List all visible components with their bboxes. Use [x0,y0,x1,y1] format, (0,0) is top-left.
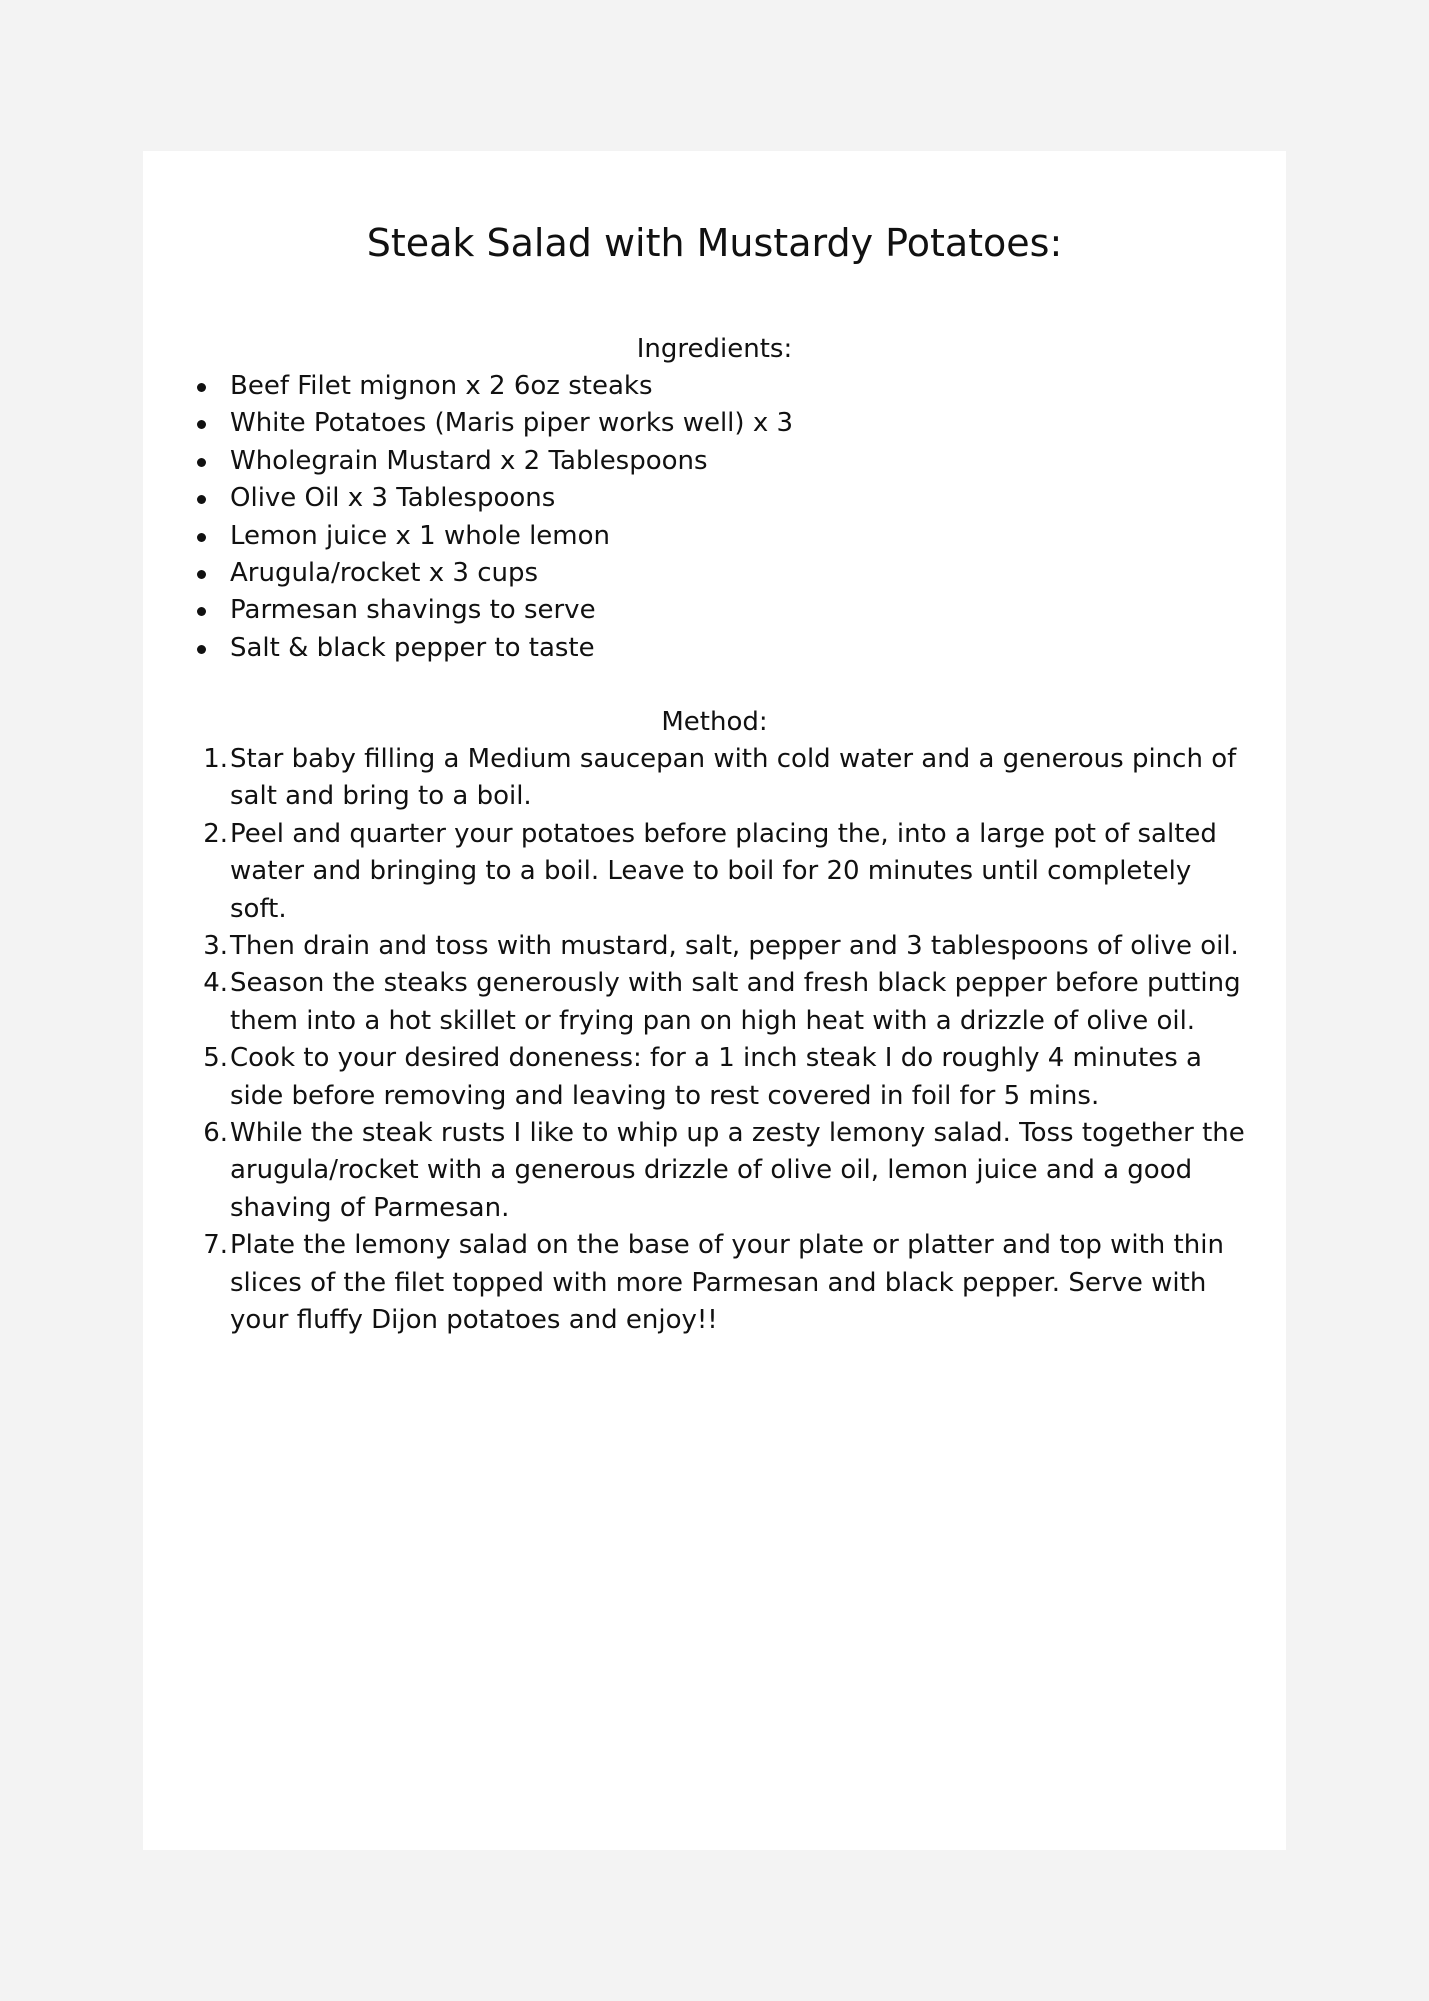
ingredient-text: Lemon juice x 1 whole lemon [230,520,611,551]
step-text: Star baby filling a Medium saucepan with cold water and a generous pinch of salt and bring to a boil. [230,744,1237,812]
ingredients-heading: Ingredients: [636,334,793,364]
method-heading: Method: [661,707,768,737]
ingredient-item [230,443,1230,480]
step-text: Plate the lemony salad on the base of your plate or platter and top with thin slices of the filet topped with more Parmesan and black pepper. Serve with your fluffy Dijon potatoes and enjoy!! [230,1230,1224,1336]
step-number: 3. [203,931,228,962]
method-step [203,1227,1250,1339]
ingredient-text: Arugula/rocket x 3 cups [230,558,539,589]
ingredient-item [230,592,1230,629]
step-text: Peel and quarter your potatoes before placing the, into a large pot of salted water and bringing to a boil. Leave to boil for 20 minutes until completely soft. [230,818,1217,924]
bullet-icon [197,495,206,504]
step-text: Then drain and toss with mustard, salt, pepper and 3 tablespoons of olive oil. [230,931,1239,962]
bullet-icon [197,570,206,579]
ingredient-text: White Potatoes (Maris piper works well) x 3 [230,408,794,439]
bullet-icon [197,383,206,392]
step-number: 1. [203,744,228,774]
recipe-title: Steak Salad with Mustardy Potatoes: [366,221,1063,265]
step-number: 4. [203,968,228,999]
method-step [203,965,1250,1040]
step-number: 2. [203,818,228,849]
ingredient-item [230,368,1230,405]
step-text: Cook to your desired doneness: for a 1 inch steak I do roughly 4 minutes a side before removing and leaving to rest covered in foil for 5 mins. [230,1043,1202,1111]
step-text: Season the steaks generously with salt and fresh black pepper before putting them into a hot skillet or frying pan on high heat with a drizzle of olive oil. [230,968,1241,1036]
ingredient-text: Beef Filet mignon x 2 6oz steaks [230,371,653,401]
method-step [203,928,1250,965]
method-step [203,1040,1250,1115]
ingredient-text: Olive Oil x 3 Tablespoons [230,483,556,514]
ingredient-item [230,405,1230,442]
step-text: While the steak rusts I like to whip up a zesty lemony salad. Toss together the arugula/rocket with a generous drizzle of olive oil, lemon juice and a good shaving of Parmesan. [230,1118,1245,1223]
method-step [203,741,1250,816]
step-number: 7. [203,1230,228,1261]
bullet-icon [197,645,206,654]
ingredient-item [230,630,1230,667]
method-step [203,1115,1250,1227]
method-step [203,816,1250,928]
ingredients-list [230,368,1230,667]
bullet-icon [197,533,206,542]
bullet-icon [197,420,206,429]
bullet-icon [197,458,206,467]
ingredient-item [230,555,1230,592]
ingredient-item [230,518,1230,555]
ingredient-text: Wholegrain Mustard x 2 Tablespoons [230,445,708,476]
ingredient-item [230,480,1230,517]
step-number: 6. [203,1118,228,1149]
ingredient-text: Parmesan shavings to serve [230,595,596,626]
bullet-icon [197,607,206,616]
method-list [203,741,1250,1340]
step-number: 5. [203,1043,228,1074]
ingredient-text: Salt & black pepper to taste [230,632,595,663]
recipe-page [143,151,1286,1850]
